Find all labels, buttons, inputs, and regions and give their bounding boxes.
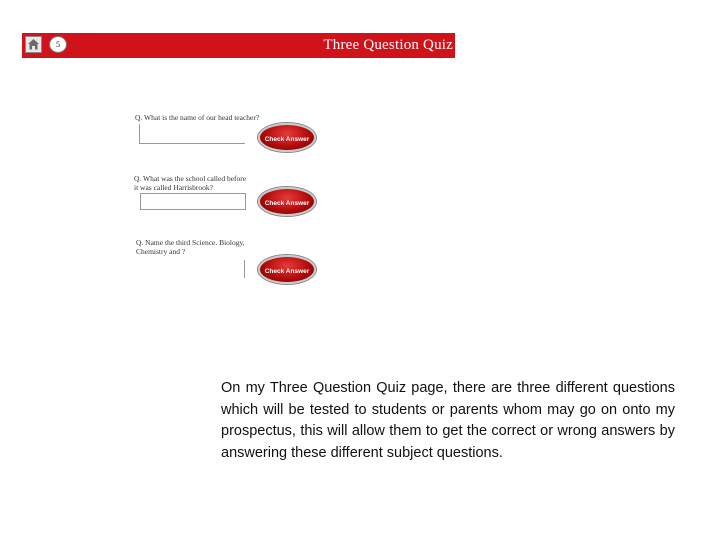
question-2-answer-input[interactable] bbox=[140, 193, 246, 210]
question-3-check-answer-button[interactable]: Check Answer bbox=[258, 255, 316, 284]
question-1-check-answer-button[interactable]: Check Answer bbox=[258, 123, 316, 152]
question-3-answer-input[interactable] bbox=[244, 260, 247, 278]
question-1-answer-input[interactable] bbox=[139, 124, 245, 144]
slide-number-badge: 5 bbox=[49, 36, 67, 53]
header-banner bbox=[22, 33, 455, 58]
question-2-text: Q. What was the school called before it was called Harrisbrook? bbox=[134, 174, 247, 192]
page-title: Three Question Quiz bbox=[323, 37, 453, 53]
question-1-text: Q. What is the name of our head teacher? bbox=[135, 113, 260, 122]
description-paragraph: On my Three Question Quiz page, there are three different questions which will be tested to students or parents whom may go on onto my prospectus, this will allow them to get the correct or wrong answers by answering these different subject questions. bbox=[221, 380, 675, 461]
home-button[interactable] bbox=[25, 36, 42, 53]
question-2-check-answer-button[interactable]: Check Answer bbox=[258, 187, 316, 216]
question-3-text: Q. Name the third Science. Biology, Chemistry and ? bbox=[136, 238, 245, 256]
home-icon bbox=[26, 37, 41, 52]
